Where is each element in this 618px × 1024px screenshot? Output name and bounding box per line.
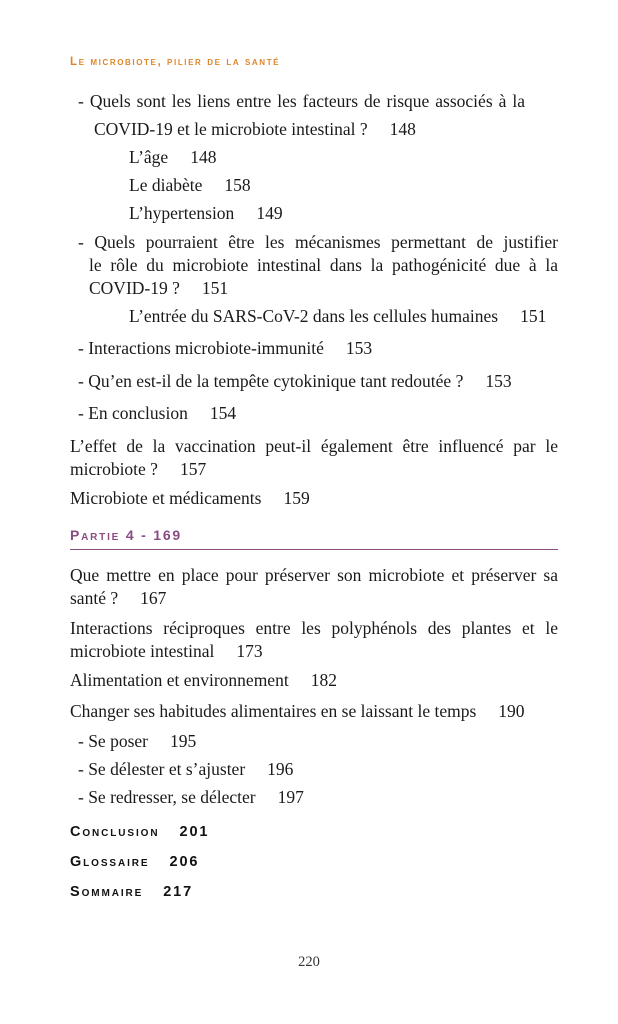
page-number: 173 [236, 641, 263, 661]
page-number: 153 [485, 371, 512, 391]
page-number: 148 [389, 119, 416, 139]
toc-entry-mechanisms-cont[interactable]: le rôle du microbiote intestinal dans la pathogénicité due à la [89, 255, 558, 275]
page-number: 157 [179, 459, 207, 479]
page-number: 201 [179, 824, 210, 840]
page-number: 151 [201, 278, 229, 298]
running-head: Le microbiote, pilier de la santé [70, 56, 281, 68]
page-number: 197 [277, 787, 304, 807]
toc-entry-mechanisms-end[interactable]: COVID-19 ? 151 [89, 278, 229, 298]
toc-entry-habitudes[interactable]: Changer ses habitudes alimentaires en se laissant le temps 190 [70, 701, 525, 721]
toc-entry-preserver-microbiote-cont[interactable]: santé ? 167 [70, 588, 167, 608]
toc-entry-preserver-microbiote[interactable]: Que mettre en place pour préserver son microbiote et préserver sa [70, 565, 558, 585]
toc-entry-cytokine-storm[interactable]: - Qu’en est-il de la tempête cytokinique tant redoutée ? 153 [78, 371, 512, 391]
toc-entry-conclusion[interactable]: - En conclusion 154 [78, 403, 237, 423]
toc-subentry-se-delester[interactable]: - Se délester et s’ajuster 196 [78, 759, 294, 779]
page-number: 148 [190, 147, 217, 167]
page-number: 154 [209, 403, 237, 423]
page-number: 182 [310, 670, 337, 690]
page-number: 206 [169, 854, 200, 870]
toc-entry-vaccination-cont[interactable]: microbiote ? 157 [70, 459, 207, 479]
toc-entry-covid-risk-factors-cont[interactable]: COVID-19 et le microbiote intestinal ? 148 [94, 119, 416, 139]
page-number: 153 [345, 338, 373, 358]
part-4-heading[interactable]: Partie 4 - 169 [70, 527, 558, 550]
toc-subentry-hypertension[interactable]: L’hypertension 149 [129, 203, 283, 223]
toc-entry-medicaments[interactable]: Microbiote et médicaments 159 [70, 488, 310, 508]
page-number: 195 [169, 731, 197, 751]
page-folio: 220 [298, 954, 320, 970]
toc-subentry-se-poser[interactable]: - Se poser 195 [78, 731, 197, 751]
page-number: 159 [283, 488, 310, 508]
toc-entry-covid-risk-factors[interactable]: - Quels sont les liens entre les facteurs de risque associés à la [78, 91, 525, 111]
page-number: 190 [498, 701, 525, 721]
toc-entry-polyphenols[interactable]: Interactions réciproques entre les polyphénols des plantes et le [70, 618, 558, 638]
toc-entry-alimentation[interactable]: Alimentation et environnement 182 [70, 670, 337, 690]
page-number: 217 [163, 884, 194, 900]
page-number: 167 [140, 588, 167, 608]
section-glossaire[interactable]: Glossaire 206 [70, 854, 200, 870]
toc-entry-microbiote-immunite[interactable]: - Interactions microbiote-immunité 153 [78, 338, 373, 358]
toc-subentry-diabetes[interactable]: Le diabète 158 [129, 175, 251, 195]
toc-entry-mechanisms[interactable]: - Quels pourraient être les mécanismes permettant de justifier [78, 232, 558, 252]
page-number: 151 [520, 306, 547, 326]
toc-subentry-age[interactable]: L’âge 148 [129, 147, 217, 167]
toc-entry-polyphenols-cont[interactable]: microbiote intestinal 173 [70, 641, 263, 661]
toc-subentry-sars-cov-2-entry[interactable]: L’entrée du SARS-CoV-2 dans les cellules humaines 151 [129, 306, 547, 326]
toc-entry-vaccination[interactable]: L’effet de la vaccination peut-il également être influencé par le [70, 436, 558, 456]
page-number: 158 [224, 175, 251, 195]
section-conclusion[interactable]: Conclusion 201 [70, 824, 210, 840]
section-sommaire[interactable]: Sommaire 217 [70, 884, 194, 900]
toc-subentry-se-redresser[interactable]: - Se redresser, se délecter 197 [78, 787, 304, 807]
page-number: 196 [267, 759, 294, 779]
page-number: 149 [256, 203, 283, 223]
